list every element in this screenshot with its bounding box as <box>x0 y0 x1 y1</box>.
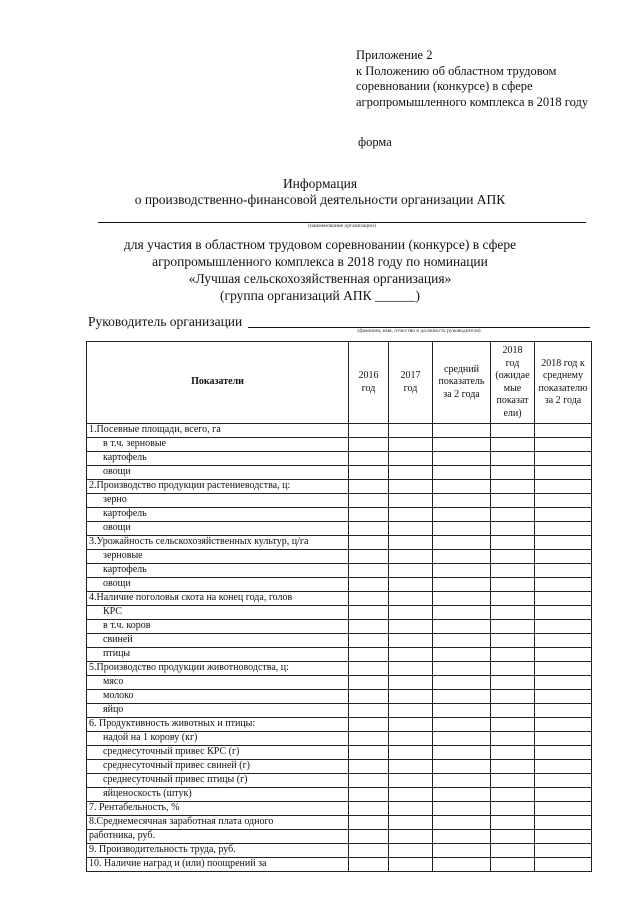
value-cell[interactable] <box>389 662 433 676</box>
header-text: средний <box>444 363 479 375</box>
value-cell[interactable] <box>349 634 389 648</box>
value-cell[interactable] <box>535 564 592 578</box>
value-cell[interactable] <box>349 452 389 466</box>
value-cell[interactable] <box>535 550 592 564</box>
value-cell[interactable] <box>349 802 389 816</box>
value-cell[interactable] <box>491 844 535 858</box>
table-row <box>87 592 592 606</box>
value-cell[interactable] <box>535 522 592 536</box>
value-cell[interactable] <box>491 536 535 550</box>
row-label: 2.Производство продукции растениеводства, ц: <box>87 480 349 494</box>
value-cell[interactable] <box>349 816 389 830</box>
row-label: 8.Среднемесячная заработная плата одного <box>87 816 349 830</box>
value-cell[interactable] <box>535 592 592 606</box>
table-row <box>87 802 592 816</box>
value-cell[interactable] <box>389 494 433 508</box>
value-cell[interactable] <box>389 466 433 480</box>
value-cell[interactable] <box>491 466 535 480</box>
row-label: зерно <box>87 494 349 508</box>
value-cell[interactable] <box>535 774 592 788</box>
table-row <box>87 536 592 550</box>
value-cell[interactable] <box>349 550 389 564</box>
row-label: яйцо <box>87 704 349 718</box>
value-cell[interactable] <box>349 522 389 536</box>
value-cell[interactable] <box>389 774 433 788</box>
value-cell[interactable] <box>535 620 592 634</box>
table-row <box>87 466 592 480</box>
value-cell[interactable] <box>433 788 491 802</box>
table-row <box>87 452 592 466</box>
header-text: ели) <box>503 407 522 419</box>
header-text: за 2 года <box>443 388 480 400</box>
value-cell[interactable] <box>491 634 535 648</box>
value-cell[interactable] <box>491 690 535 704</box>
value-cell[interactable] <box>389 844 433 858</box>
table-row <box>87 508 592 522</box>
value-cell[interactable] <box>491 592 535 606</box>
value-cell[interactable] <box>433 466 491 480</box>
contest-line: для участия в областном трудовом соревновании (конкурсе) в сфере <box>123 237 517 252</box>
value-cell[interactable] <box>491 508 535 522</box>
value-cell[interactable] <box>535 452 592 466</box>
table-row <box>87 480 592 494</box>
header-text: за 2 года <box>544 395 582 406</box>
value-cell[interactable] <box>491 564 535 578</box>
table-row <box>87 676 592 690</box>
value-cell[interactable] <box>433 704 491 718</box>
value-cell[interactable] <box>433 760 491 774</box>
value-cell[interactable] <box>433 858 491 872</box>
value-cell[interactable] <box>349 494 389 508</box>
table-row <box>87 564 592 578</box>
row-label: свиней <box>87 634 349 648</box>
table-row <box>87 830 592 844</box>
appendix-line: агропромышленного комплекса в 2018 году <box>356 94 589 109</box>
value-cell[interactable] <box>433 452 491 466</box>
value-cell[interactable] <box>433 606 491 620</box>
value-cell[interactable] <box>535 578 592 592</box>
document-title: Информация <box>282 176 358 191</box>
table-row <box>87 606 592 620</box>
value-cell[interactable] <box>433 592 491 606</box>
header-2016 <box>349 342 389 424</box>
contest-line: (группа организаций АПК ______) <box>220 288 420 303</box>
value-cell[interactable] <box>491 788 535 802</box>
table-row <box>87 690 592 704</box>
value-cell[interactable] <box>389 592 433 606</box>
head-caption: (фамилия, имя, отчество и должность руководителя) <box>357 328 481 334</box>
value-cell[interactable] <box>433 620 491 634</box>
row-label: среднесуточный привес птицы (г) <box>87 774 349 788</box>
value-cell[interactable] <box>491 802 535 816</box>
value-cell[interactable] <box>535 788 592 802</box>
header-text: мые <box>503 382 522 394</box>
row-label: работника, руб. <box>87 830 349 844</box>
value-cell[interactable] <box>433 522 491 536</box>
value-cell[interactable] <box>389 732 433 746</box>
table-row <box>87 522 592 536</box>
table-row <box>87 858 592 872</box>
value-cell[interactable] <box>433 746 491 760</box>
table-row <box>87 774 592 788</box>
header-text: показат <box>496 395 529 406</box>
row-label: молоко <box>87 690 349 704</box>
value-cell[interactable] <box>349 774 389 788</box>
value-cell[interactable] <box>349 690 389 704</box>
value-cell[interactable] <box>491 522 535 536</box>
row-label: в т.ч. зерновые <box>87 438 349 452</box>
contest-line: агропромышленного комплекса в 2018 году по номинации <box>152 254 488 269</box>
value-cell[interactable] <box>535 746 592 760</box>
table-row <box>87 718 592 732</box>
value-cell[interactable] <box>535 536 592 550</box>
indicators-table <box>86 341 592 872</box>
value-cell[interactable] <box>535 830 592 844</box>
value-cell[interactable] <box>349 480 389 494</box>
value-cell[interactable] <box>535 606 592 620</box>
value-cell[interactable] <box>491 816 535 830</box>
value-cell[interactable] <box>433 844 491 858</box>
value-cell[interactable] <box>433 494 491 508</box>
value-cell[interactable] <box>491 858 535 872</box>
value-cell[interactable] <box>433 424 491 438</box>
value-cell[interactable] <box>389 480 433 494</box>
value-cell[interactable] <box>535 480 592 494</box>
table-row <box>87 438 592 452</box>
row-label: картофель <box>87 508 349 522</box>
row-label: среднесуточный привес КРС (г) <box>87 746 349 760</box>
value-cell[interactable] <box>433 480 491 494</box>
value-cell[interactable] <box>349 858 389 872</box>
value-cell[interactable] <box>433 578 491 592</box>
value-cell[interactable] <box>535 704 592 718</box>
value-cell[interactable] <box>535 844 592 858</box>
value-cell[interactable] <box>491 704 535 718</box>
value-cell[interactable] <box>389 830 433 844</box>
value-cell[interactable] <box>433 676 491 690</box>
row-label: среднесуточный привес свиней (г) <box>87 760 349 774</box>
row-label: 6. Продуктивность животных и птицы: <box>87 718 349 732</box>
value-cell[interactable] <box>491 438 535 452</box>
value-cell[interactable] <box>433 648 491 662</box>
value-cell[interactable] <box>491 774 535 788</box>
value-cell[interactable] <box>433 438 491 452</box>
value-cell[interactable] <box>535 760 592 774</box>
row-label: овощи <box>87 522 349 536</box>
value-cell[interactable] <box>389 760 433 774</box>
row-label: 3.Урожайность сельскохозяйственных культур, ц/га <box>87 536 349 550</box>
value-cell[interactable] <box>535 858 592 872</box>
header-indicators: Показатели <box>87 342 349 424</box>
header-text: 2016 <box>358 370 379 381</box>
table-row <box>87 704 592 718</box>
header-text: показателю <box>538 382 588 394</box>
value-cell[interactable] <box>491 746 535 760</box>
row-label: овощи <box>87 466 349 480</box>
value-cell[interactable] <box>349 844 389 858</box>
row-label: яйценоскость (штук) <box>87 788 349 802</box>
value-cell[interactable] <box>389 816 433 830</box>
table-row <box>87 648 592 662</box>
value-cell[interactable] <box>535 494 592 508</box>
appendix-line: Приложение 2 <box>356 48 433 62</box>
value-cell[interactable] <box>491 648 535 662</box>
value-cell[interactable] <box>535 718 592 732</box>
value-cell[interactable] <box>349 620 389 634</box>
value-cell[interactable] <box>389 620 433 634</box>
value-cell[interactable] <box>535 662 592 676</box>
header-2018-expected <box>491 342 535 424</box>
row-label: мясо <box>87 676 349 690</box>
header-text: среднему <box>543 370 583 381</box>
header-text: год <box>505 357 520 369</box>
head-label: Руководитель организации <box>88 314 243 329</box>
value-cell[interactable] <box>349 466 389 480</box>
table-header-row <box>87 342 592 424</box>
appendix-line: к Положению об областном трудовом <box>356 63 557 78</box>
form-label: форма <box>358 135 392 149</box>
table-row <box>87 578 592 592</box>
contest-block <box>0 236 640 304</box>
value-cell[interactable] <box>389 648 433 662</box>
value-cell[interactable] <box>389 718 433 732</box>
value-cell[interactable] <box>389 508 433 522</box>
table-row <box>87 732 592 746</box>
value-cell[interactable] <box>389 438 433 452</box>
value-cell[interactable] <box>389 550 433 564</box>
value-cell[interactable] <box>491 662 535 676</box>
value-cell[interactable] <box>349 606 389 620</box>
value-cell[interactable] <box>535 690 592 704</box>
header-average <box>433 342 491 424</box>
value-cell[interactable] <box>491 606 535 620</box>
contest-line: «Лучшая сельскохозяйственная организация» <box>188 271 452 286</box>
value-cell[interactable] <box>433 662 491 676</box>
table-row <box>87 844 592 858</box>
value-cell[interactable] <box>349 592 389 606</box>
value-cell[interactable] <box>389 424 433 438</box>
value-cell[interactable] <box>389 522 433 536</box>
value-cell[interactable] <box>349 830 389 844</box>
value-cell[interactable] <box>389 788 433 802</box>
value-cell[interactable] <box>491 760 535 774</box>
value-cell[interactable] <box>491 620 535 634</box>
value-cell[interactable] <box>535 634 592 648</box>
header-2017 <box>389 342 433 424</box>
value-cell[interactable] <box>349 732 389 746</box>
value-cell[interactable] <box>535 508 592 522</box>
value-cell[interactable] <box>389 676 433 690</box>
row-label: картофель <box>87 452 349 466</box>
value-cell[interactable] <box>389 606 433 620</box>
value-cell[interactable] <box>535 438 592 452</box>
table-row <box>87 746 592 760</box>
table-body <box>87 424 592 872</box>
row-label: надой на 1 корову (кг) <box>87 732 349 746</box>
row-label: зерновые <box>87 550 349 564</box>
header-text: (ожидае <box>495 370 530 381</box>
header-text: показатель <box>438 376 485 388</box>
header-text: 2018 год к <box>541 357 585 369</box>
value-cell[interactable] <box>349 676 389 690</box>
row-label: в т.ч. коров <box>87 620 349 634</box>
value-cell[interactable] <box>389 536 433 550</box>
value-cell[interactable] <box>349 718 389 732</box>
row-label: картофель <box>87 564 349 578</box>
value-cell[interactable] <box>535 732 592 746</box>
value-cell[interactable] <box>389 452 433 466</box>
value-cell[interactable] <box>433 690 491 704</box>
value-cell[interactable] <box>349 662 389 676</box>
value-cell[interactable] <box>349 648 389 662</box>
value-cell[interactable] <box>389 564 433 578</box>
header-text: 2017 <box>400 370 421 381</box>
value-cell[interactable] <box>491 676 535 690</box>
value-cell[interactable] <box>491 480 535 494</box>
value-cell[interactable] <box>349 788 389 802</box>
value-cell[interactable] <box>491 452 535 466</box>
value-cell[interactable] <box>535 676 592 690</box>
value-cell[interactable] <box>535 648 592 662</box>
value-cell[interactable] <box>535 466 592 480</box>
value-cell[interactable] <box>389 858 433 872</box>
appendix-block <box>356 48 626 110</box>
table-row <box>87 634 592 648</box>
value-cell[interactable] <box>433 536 491 550</box>
table-row <box>87 788 592 802</box>
value-cell[interactable] <box>433 816 491 830</box>
value-cell[interactable] <box>433 732 491 746</box>
table-row <box>87 550 592 564</box>
value-cell[interactable] <box>535 424 592 438</box>
row-label: 7. Рентабельность, % <box>87 802 349 816</box>
value-cell[interactable] <box>349 564 389 578</box>
row-label: КРС <box>87 606 349 620</box>
header-text: год <box>403 382 418 394</box>
value-cell[interactable] <box>389 746 433 760</box>
row-label: 1.Посевные площади, всего, га <box>87 424 349 438</box>
value-cell[interactable] <box>535 816 592 830</box>
value-cell[interactable] <box>349 536 389 550</box>
value-cell[interactable] <box>433 830 491 844</box>
row-label: овощи <box>87 578 349 592</box>
value-cell[interactable] <box>349 704 389 718</box>
header-text: год <box>361 382 376 394</box>
value-cell[interactable] <box>491 424 535 438</box>
value-cell[interactable] <box>491 578 535 592</box>
row-label: 10. Наличие наград и (или) поощрений за <box>87 858 349 872</box>
row-label: 4.Наличие поголовья скота на конец года, голов <box>87 592 349 606</box>
value-cell[interactable] <box>349 760 389 774</box>
value-cell[interactable] <box>389 634 433 648</box>
value-cell[interactable] <box>535 802 592 816</box>
value-cell[interactable] <box>389 690 433 704</box>
value-cell[interactable] <box>433 508 491 522</box>
value-cell[interactable] <box>349 578 389 592</box>
value-cell[interactable] <box>349 424 389 438</box>
value-cell[interactable] <box>491 550 535 564</box>
value-cell[interactable] <box>491 718 535 732</box>
table-row <box>87 662 592 676</box>
appendix-line: соревновании (конкурсе) в сфере <box>356 79 533 93</box>
value-cell[interactable] <box>389 802 433 816</box>
document-subtitle: о производственно-финансовой деятельности организации АПК <box>134 192 506 207</box>
value-cell[interactable] <box>433 634 491 648</box>
value-cell[interactable] <box>433 774 491 788</box>
header-2018-vs-average <box>535 342 592 424</box>
row-label: 5.Производство продукции животноводства, ц: <box>87 662 349 676</box>
table-row <box>87 620 592 634</box>
value-cell[interactable] <box>491 732 535 746</box>
value-cell[interactable] <box>491 494 535 508</box>
row-label: птицы <box>87 648 349 662</box>
header-text: 2018 <box>502 345 523 356</box>
value-cell[interactable] <box>389 704 433 718</box>
value-cell[interactable] <box>389 578 433 592</box>
org-name-caption: (наименование организации) <box>308 223 376 229</box>
table-row <box>87 816 592 830</box>
value-cell[interactable] <box>433 550 491 564</box>
table-row <box>87 494 592 508</box>
row-label: 9. Производительность труда, руб. <box>87 844 349 858</box>
value-cell[interactable] <box>433 718 491 732</box>
value-cell[interactable] <box>433 564 491 578</box>
value-cell[interactable] <box>349 746 389 760</box>
table-row <box>87 760 592 774</box>
value-cell[interactable] <box>433 802 491 816</box>
value-cell[interactable] <box>491 830 535 844</box>
value-cell[interactable] <box>349 438 389 452</box>
value-cell[interactable] <box>349 508 389 522</box>
table-row <box>87 424 592 438</box>
